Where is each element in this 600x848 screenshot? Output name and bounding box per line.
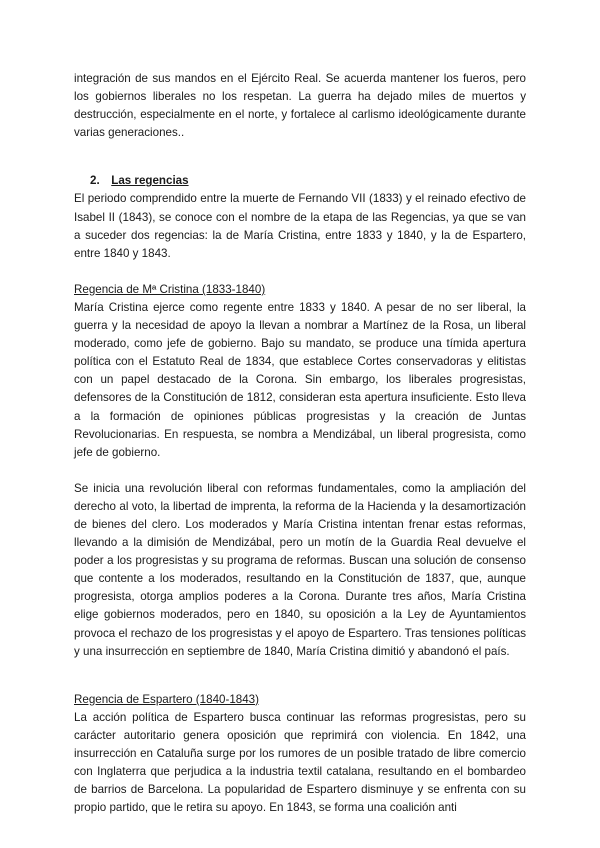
spacer — [74, 142, 526, 172]
spacer — [74, 661, 526, 691]
section-title: Las regencias — [111, 174, 189, 188]
document-page — [74, 70, 526, 817]
section-heading — [90, 172, 526, 190]
regencia-cristina-paragraph-1: María Cristina ejerce como regente entre 1833 y 1840. A pesar de no ser liberal, la guerra y la necesidad de apoyo la llevan a nombrar a Martínez de la Rosa, un liberal moderado, como jefe de gobierno. Bajo su mandato, se produce una tímida apertura política con el Estatuto Real de 1834, que establece Cortes conservadoras y elitistas con un papel destacado de la Corona. Sin embargo, los liberales progresistas, defensores de la Constitución de 1812, consideran esta apertura insuficiente. Esto lleva a la formación de opiniones públicas progresistas y la creación de Juntas Revolucionarias. En respuesta, se nombra a Mendizábal, un liberal progresista, como jefe de gobierno. — [74, 300, 526, 459]
spacer — [74, 263, 526, 281]
intro-paragraph: integración de sus mandos en el Ejército Real. Se acuerda mantener los fueros, pero los gobiernos liberales no los respetan. La guerra ha dejado miles de muertos y destrucción, especialmente en el norte, y fortalece al carlismo ideológicamente durante varias generaciones.. — [74, 72, 526, 140]
regencia-cristina-heading: Regencia de Mª Cristina (1833-1840) — [74, 282, 266, 296]
regencia-espartero-paragraph: La acción política de Espartero busca continuar las reformas progresistas, pero su carácter autoritario genera oposición que reprimirá con violencia. En 1842, una insurrección en Cataluña surge por los rumores de un posible tratado de libre comercio con Inglaterra que perjudica a la industria textil catalana, resultando en el bombardeo de barrios de Barcelona. La popularidad de Espartero disminuye y se enfrenta con su propio partido, que le retira su apoyo. En 1843, se forma una coalición anti — [74, 710, 526, 815]
section-paragraph: El periodo comprendido entre la muerte de Fernando VII (1833) y el reinado efectivo de Isabel II (1843), se conoce con el nombre de la etapa de las Regencias, ya que se van a suceder dos regencias: la de María Cristina, entre 1833 y 1840, y la de Espartero, entre 1840 y 1843. — [74, 192, 526, 260]
regencia-cristina-paragraph-2: Se inicia una revolución liberal con reformas fundamentales, como la ampliación del derecho al voto, la libertad de imprenta, la reforma de la Hacienda y la desamortización de bienes del clero. Los moderados y María Cristina intentan frenar estas reformas, llevando a la dimisión de Mendizábal, pero un motín de la Guardia Real devuelve el poder a los progresistas y su programa de reformas. Buscan una solución de consenso que contente a los moderados, resultando en la Constitución de 1837, que, aunque progresista, otorga amplios poderes a la Corona. Durante tres años, María Cristina elige gobiernos moderados, pero en 1840, su oposición a la Ley de Ayuntamientos provoca el rechazo de los progresistas y el apoyo de Espartero. Tras tensiones políticas y una insurrección en septiembre de 1840, María Cristina dimitió y abandonó el país. — [74, 481, 526, 658]
section-number: 2. — [90, 174, 100, 188]
spacer — [74, 462, 526, 480]
regencia-espartero-heading: Regencia de Espartero (1840-1843) — [74, 692, 259, 706]
